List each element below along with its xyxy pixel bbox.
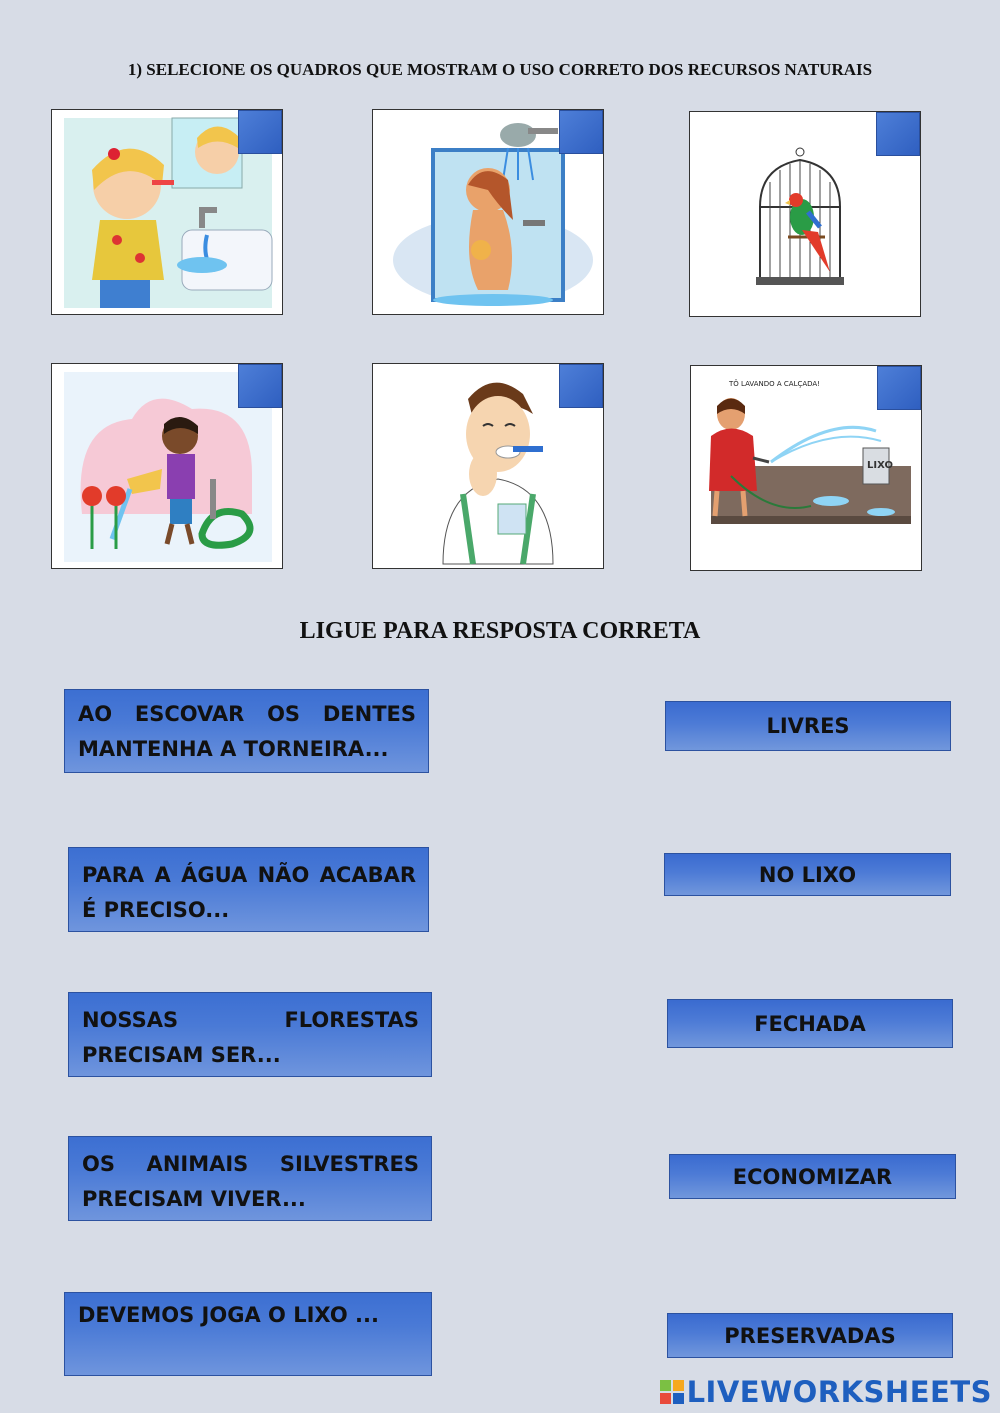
answer-box-fechada[interactable]: FECHADA — [667, 999, 953, 1048]
select-checkbox-6[interactable] — [877, 366, 921, 410]
image-card-6 — [690, 365, 922, 571]
exercise-1-title: 1) SELECIONE OS QUADROS QUE MOSTRAM O USO CORRETO DOS RECURSOS NATURAIS — [127, 60, 873, 79]
brand-text: LIVEWORKSHEETS — [686, 1375, 992, 1409]
exercise-2-title: LIGUE PARA RESPOSTA CORRETA — [299, 618, 701, 644]
select-checkbox-2[interactable] — [559, 110, 603, 154]
select-checkbox-5[interactable] — [559, 364, 603, 408]
question-box-3[interactable]: NOSSAS FLORESTAS PRECISAM SER... — [68, 992, 432, 1077]
image-card-4 — [51, 363, 283, 569]
select-checkbox-3[interactable] — [876, 112, 920, 156]
liveworksheets-logo-icon — [660, 1380, 684, 1404]
image-card-5 — [372, 363, 604, 569]
liveworksheets-brand — [660, 1375, 992, 1409]
cartoon-caption: TÔ LAVANDO A CALÇADA! — [729, 380, 821, 388]
trash-bin-label: LIXO — [867, 460, 893, 471]
answer-box-no-lixo[interactable]: NO LIXO — [664, 853, 951, 896]
image-card-3 — [689, 111, 921, 317]
select-checkbox-4[interactable] — [238, 364, 282, 408]
image-card-2 — [372, 109, 604, 315]
answer-box-livres[interactable]: LIVRES — [665, 701, 951, 751]
question-box-2[interactable]: PARA A ÁGUA NÃO ACABAR É PRECISO... — [68, 847, 429, 932]
question-box-4[interactable]: OS ANIMAIS SILVESTRES PRECISAM VIVER... — [68, 1136, 432, 1221]
question-box-5[interactable]: DEVEMOS JOGA O LIXO ... — [64, 1292, 432, 1376]
question-box-1[interactable]: AO ESCOVAR OS DENTES MANTENHA A TORNEIRA... — [64, 689, 429, 773]
answer-box-preservadas[interactable]: PRESERVADAS — [667, 1313, 953, 1358]
select-checkbox-1[interactable] — [238, 110, 282, 154]
answer-box-economizar[interactable]: ECONOMIZAR — [669, 1154, 956, 1199]
image-card-1 — [51, 109, 283, 315]
